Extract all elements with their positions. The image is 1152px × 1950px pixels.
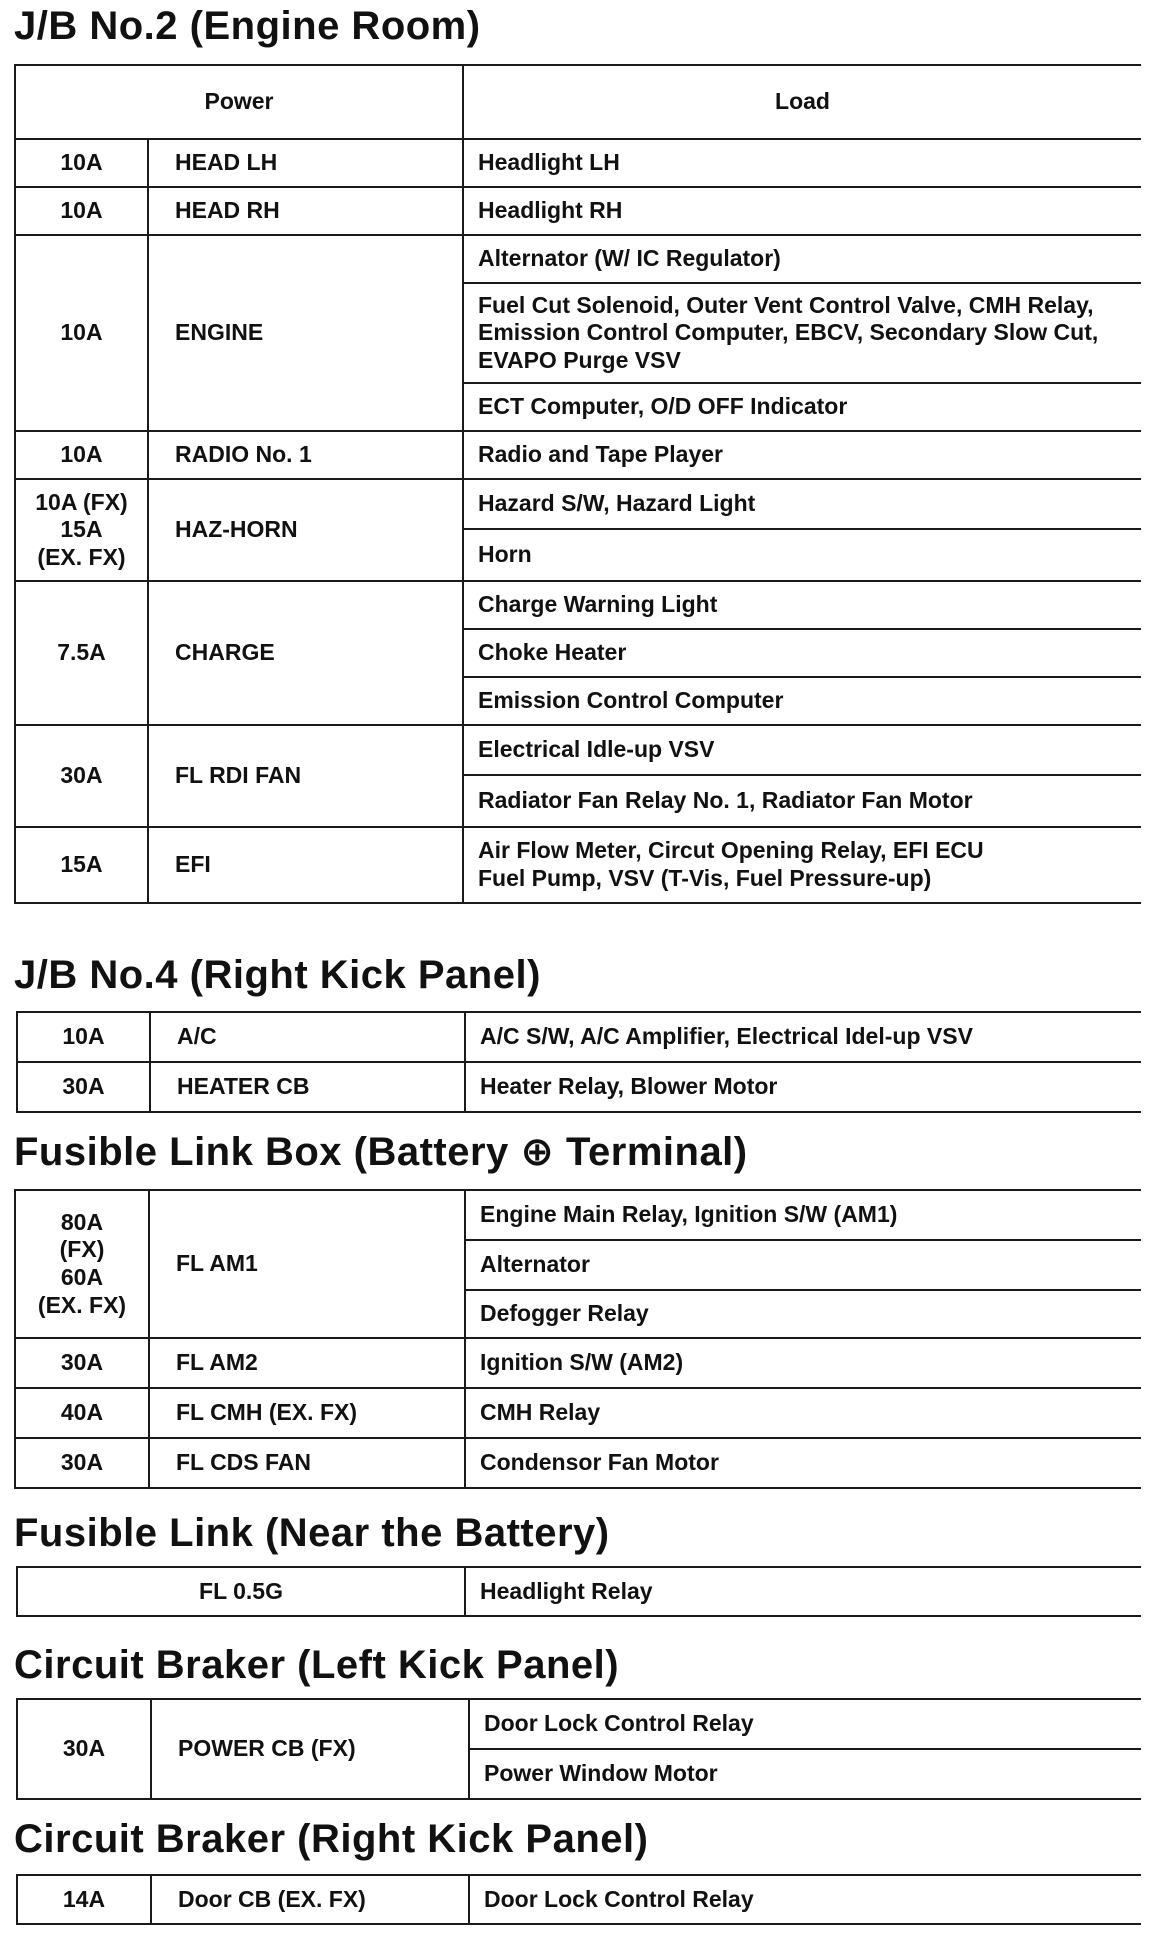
fuse-amperage: 7.5A — [15, 581, 148, 725]
table-row — [15, 431, 1141, 479]
load-cell: Engine Main Relay, Ignition S/W (AM1) — [465, 1190, 1141, 1240]
table-row — [15, 1438, 1141, 1488]
fuse-amperage: 10A (FX) 15A (EX. FX) — [15, 479, 148, 581]
fuse-amperage: 15A — [15, 827, 148, 903]
load-cell: Headlight LH — [463, 139, 1141, 187]
fuse-name: EFI — [148, 827, 463, 903]
fuse-name: FL RDI FAN — [148, 725, 463, 827]
fuse-name: POWER CB (FX) — [151, 1699, 469, 1799]
load-cell: Condensor Fan Motor — [465, 1438, 1141, 1488]
load-cell: Headlight Relay — [465, 1567, 1141, 1616]
fl-title: Fusible Link (Near the Battery) — [14, 1511, 610, 1555]
load-cell: Door Lock Control Relay — [469, 1875, 1141, 1924]
load-cell: Headlight RH — [463, 187, 1141, 235]
fuse-amperage: 40A — [15, 1388, 149, 1438]
fuse-amperage: 10A — [15, 235, 148, 431]
load-cell: Ignition S/W (AM2) — [465, 1338, 1141, 1388]
load-cell: Emission Control Computer — [463, 677, 1141, 725]
fl-table — [16, 1566, 1141, 1617]
table-row — [15, 479, 1141, 529]
load-cell: Air Flow Meter, Circut Opening Relay, EFI ECU Fuel Pump, VSV (T-Vis, Fuel Pressure-up) — [463, 827, 1141, 903]
load-cell: Hazard S/W, Hazard Light — [463, 479, 1141, 529]
fuse-name: HAZ-HORN — [148, 479, 463, 581]
table-row — [17, 1875, 1141, 1924]
fuse-name: HEAD RH — [148, 187, 463, 235]
load-cell: Horn — [463, 529, 1141, 581]
load-cell: Alternator (W/ IC Regulator) — [463, 235, 1141, 283]
load-cell: Radiator Fan Relay No. 1, Radiator Fan Motor — [463, 775, 1141, 827]
fuse-amperage: 10A — [15, 187, 148, 235]
fuse-name: FL CMH (EX. FX) — [149, 1388, 465, 1438]
fuse-name: ENGINE — [148, 235, 463, 431]
cb-left-table — [16, 1698, 1141, 1800]
power-header: Power — [15, 65, 463, 139]
cb-right-table — [16, 1874, 1141, 1925]
fuse-name: Door CB (EX. FX) — [151, 1875, 469, 1924]
load-cell: ECT Computer, O/D OFF Indicator — [463, 383, 1141, 431]
flbox-table — [14, 1189, 1141, 1489]
fuse-amperage: 30A — [15, 725, 148, 827]
fuse-amperage: 14A — [17, 1875, 151, 1924]
table-row — [17, 1567, 1141, 1616]
table-row — [15, 187, 1141, 235]
load-cell: Choke Heater — [463, 629, 1141, 677]
load-cell: Charge Warning Light — [463, 581, 1141, 629]
table-row — [17, 1012, 1141, 1062]
load-cell: CMH Relay — [465, 1388, 1141, 1438]
load-cell: Power Window Motor — [469, 1749, 1141, 1799]
jb4-table — [16, 1011, 1141, 1113]
load-cell: Radio and Tape Player — [463, 431, 1141, 479]
cb-right-title: Circuit Braker (Right Kick Panel) — [14, 1817, 649, 1861]
fuse-name: A/C — [150, 1012, 465, 1062]
load-cell: Heater Relay, Blower Motor — [465, 1062, 1141, 1112]
table-row — [15, 235, 1141, 283]
jb2-table — [14, 64, 1141, 904]
jb4-title: J/B No.4 (Right Kick Panel) — [14, 953, 541, 997]
fuse-name: HEATER CB — [150, 1062, 465, 1112]
fuse-amperage: 30A — [15, 1338, 149, 1388]
table-row — [15, 725, 1141, 775]
fuse-amperage: 10A — [15, 139, 148, 187]
fuse-name: HEAD LH — [148, 139, 463, 187]
fuse-name: RADIO No. 1 — [148, 431, 463, 479]
fuse-name: FL AM2 — [149, 1338, 465, 1388]
table-row — [15, 581, 1141, 629]
table-row — [17, 1062, 1141, 1112]
load-cell: Defogger Relay — [465, 1290, 1141, 1338]
fuse-amperage: 30A — [17, 1699, 151, 1799]
flbox-title: Fusible Link Box (Battery ⊕ Terminal) — [14, 1130, 748, 1174]
load-cell: A/C S/W, A/C Amplifier, Electrical Idel-up VSV — [465, 1012, 1141, 1062]
table-row — [15, 827, 1141, 903]
table-row — [15, 139, 1141, 187]
fuse-amperage: 10A — [17, 1012, 150, 1062]
table-row — [15, 1190, 1141, 1240]
load-cell: Door Lock Control Relay — [469, 1699, 1141, 1749]
fuse-amperage: 80A (FX) 60A (EX. FX) — [15, 1190, 149, 1338]
cb-left-title: Circuit Braker (Left Kick Panel) — [14, 1643, 620, 1687]
load-cell: Electrical Idle-up VSV — [463, 725, 1141, 775]
load-cell: Alternator — [465, 1240, 1141, 1290]
fuse-name: FL CDS FAN — [149, 1438, 465, 1488]
load-header: Load — [463, 65, 1141, 139]
fuse-amperage: 10A — [15, 431, 148, 479]
jb2-title: J/B No.2 (Engine Room) — [14, 4, 481, 48]
table-row — [15, 1338, 1141, 1388]
table-row — [17, 1699, 1141, 1749]
table-row — [15, 1388, 1141, 1438]
jb2-header-row — [15, 65, 1141, 139]
fuse-amperage: 30A — [17, 1062, 150, 1112]
fuse-amperage: 30A — [15, 1438, 149, 1488]
fuse-name: FL 0.5G — [17, 1567, 465, 1616]
fuse-name: FL AM1 — [149, 1190, 465, 1338]
fuse-name: CHARGE — [148, 581, 463, 725]
load-cell: Fuel Cut Solenoid, Outer Vent Control Valve, CMH Relay, Emission Control Computer, EBCV, Secondary Slow Cut, EVAPO Purge VSV — [463, 283, 1141, 383]
